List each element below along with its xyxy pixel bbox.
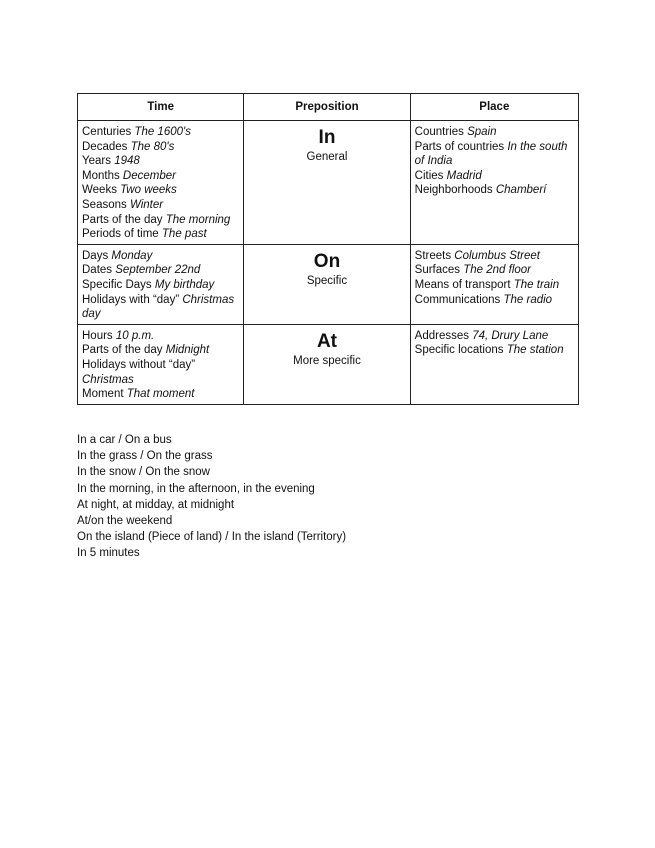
place-entry: Neighborhoods Chamberí [414,184,547,197]
note-line: At/on the weekend [77,515,173,528]
table-header-row [78,94,579,121]
table-row-in [78,121,579,245]
preposition-usage: General [306,151,348,163]
time-entry: Decades The 80's [82,140,175,153]
place-cell [410,121,578,245]
preposition-cell [244,324,410,404]
place-entry: Parts of countries In the south of India [414,140,568,168]
header-place: Place [410,94,578,121]
note-line: In a car / On a bus [77,434,172,446]
preposition-word: At [316,330,338,352]
time-entry: Moment That moment [82,388,195,401]
time-entry: Holidays without “day” Christmas [82,358,196,386]
prepositions-table [77,93,579,405]
table-row-on [78,244,579,324]
usage-notes [77,432,346,562]
note-line: In the morning, in the afternoon, in the evening [77,482,315,495]
table-row-at [78,324,579,404]
place-entry: Addresses 74, Drury Lane [414,329,549,342]
time-cell [78,324,244,404]
header-time: Time [78,94,244,121]
time-entry: Periods of time The past [82,228,207,241]
place-entry: Cities Madrid [414,169,482,182]
time-cell [78,121,244,245]
preposition-usage: Specific [306,274,348,287]
preposition-word: On [313,250,341,272]
note-line: At night, at midday, at midnight [77,498,235,511]
time-entry: Centuries The 1600's [82,126,191,138]
place-entry: Countries Spain [414,126,497,138]
place-entry: Communications The radio [414,293,553,306]
place-entry: Specific locations The station [414,344,564,357]
preposition-cell [244,121,410,245]
time-entry: Months December [82,169,176,182]
time-entry: Weeks Two weeks [82,184,177,197]
place-cell [410,324,578,404]
time-entry: Specific Days My birthday [82,278,215,291]
note-line: In the snow / On the snow [77,466,210,479]
preposition-word: In [318,127,336,148]
time-entry: Seasons Winter [82,198,164,211]
place-entry: Means of transport The train [414,278,560,291]
time-entry: Years 1948 [82,155,140,168]
time-entry: Days Monday [82,249,153,262]
header-preposition: Preposition [244,94,410,121]
time-entry: Hours 10 p.m. [82,329,155,342]
time-entry: Holidays with “day” Christmas day [82,293,235,321]
time-entry: Parts of the day The morning [82,213,231,226]
time-entry: Parts of the day Midnight [82,344,210,357]
preposition-cell [244,244,410,324]
note-line: In the grass / On the grass [77,450,213,463]
place-cell [410,244,578,324]
time-entry: Dates September 22nd [82,264,201,277]
note-line: In 5 minutes [77,547,140,560]
place-entry: Surfaces The 2nd floor [414,264,531,277]
preposition-usage: More specific [293,354,361,367]
note-line: On the island (Piece of land) / In the island (Territory) [77,531,347,544]
place-entry: Streets Columbus Street [414,249,540,262]
time-cell [78,244,244,324]
